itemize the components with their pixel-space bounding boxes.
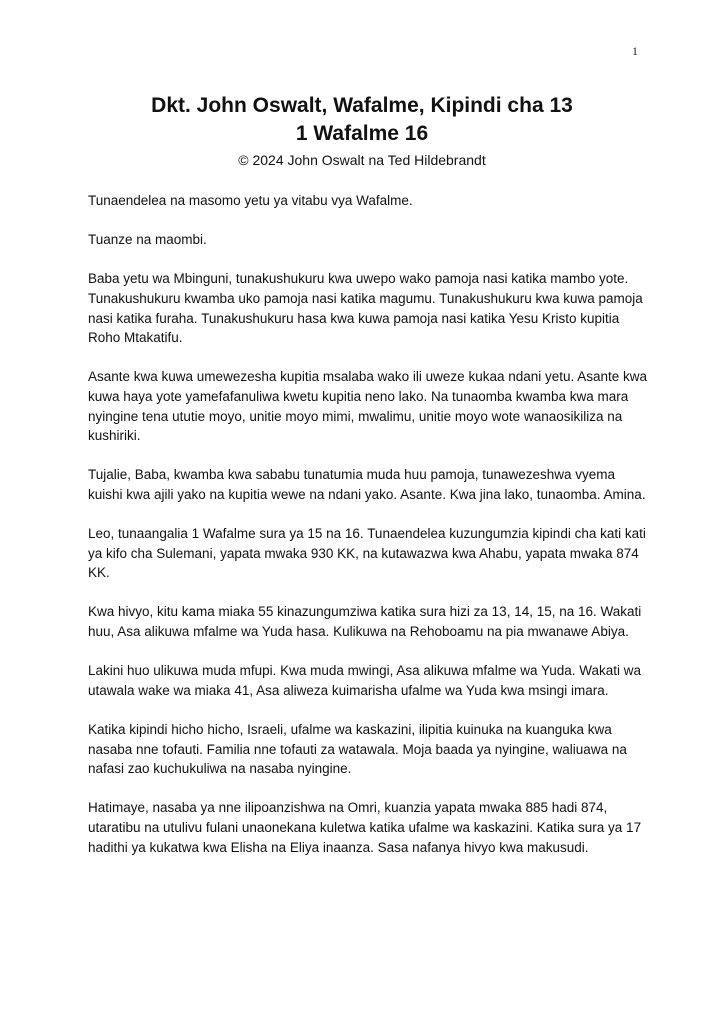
page-number: 1 [632,44,638,58]
paragraph: Hatimaye, nasaba ya nne ilipoanzishwa na Omri, kuanzia yapata mwaka 885 hadi 874, utaratibu na utulivu fulani unaonekana kuletwa katika ufalme wa kaskazini. Katika sura ya 17 hadithi ya kukatwa kwa Elisha na Eliya inaanza. Sasa nafanya hivyo kwa makusudi. [88,800,642,855]
document-header [0,92,724,169]
paragraph: Baba yetu wa Mbinguni, tunakushukuru kwa uwepo wako pamoja nasi katika mambo yote. Tunakushukuru kwamba uko pamoja nasi katika magumu. Tunakushukuru kwa kuwa pamoja nasi katika furaha. Tunakushukuru hasa kwa kuwa pamoja nasi katika Yesu Kristo kupitia Roho Mtakatifu. [88,271,643,346]
title-line-2: 1 Wafalme 16 [295,122,429,145]
paragraph: Asante kwa kuwa umewezesha kupitia msalaba wako ili uweze kukaa ndani yetu. Asante kwa kuwa haya yote yamefafanuliwa kwetu kupitia neno lako. Na tunaomba kwamba kwa mara nyingine tena ututie moyo, unitie moyo mimi, mwalimu, unitie moyo wote wanaosikiliza na kushiriki. [88,369,648,444]
document-title [0,92,724,148]
document-body [88,191,648,877]
title-line-1: Dkt. John Oswalt, Wafalme, Kipindi cha 13 [151,94,573,117]
paragraph: Leo, tunaangalia 1 Wafalme sura ya 15 na 16. Tunaendelea kuzungumzia kipindi cha kati kati ya kifo cha Sulemani, yapata mwaka 930 KK, na kutawazwa kwa Ahabu, yapata mwaka 874 KK. [88,526,646,581]
copyright-notice: © 2024 John Oswalt na Ted Hildebrandt [238,152,486,168]
paragraph: Tuanze na maombi. [88,232,207,248]
paragraph: Katika kipindi hicho hicho, Israeli, ufalme wa kaskazini, ilipitia kuinuka na kuanguka kwa nasaba nne tofauti. Familia nne tofauti za watawala. Moja baada ya nyingine, waliuawa na nafasi zao kuchukuliwa na nasaba nyingine. [88,722,627,777]
paragraph: Lakini huo ulikuwa muda mfupi. Kwa muda mwingi, Asa alikuwa mfalme wa Yuda. Wakati wa utawala wake wa miaka 41, Asa aliweza kuimarisha ufalme wa Yuda kwa msingi imara. [88,663,642,698]
paragraph: Kwa hivyo, kitu kama miaka 55 kinazungumziwa katika sura hizi za 13, 14, 15, na 16. Wakati huu, Asa alikuwa mfalme wa Yuda hasa. Kulikuwa na Rehoboamu na pia mwanawe Abiya. [88,604,642,640]
paragraph: Tujalie, Baba, kwamba kwa sababu tunatumia muda huu pamoja, tunawezeshwa vyema kuishi kwa ajili yako na kupitia wewe na ndani yako. Asante. Kwa jina lako, tunaomba. Amina. [88,467,646,502]
paragraph: Tunaendelea na masomo yetu ya vitabu vya Wafalme. [88,193,413,208]
